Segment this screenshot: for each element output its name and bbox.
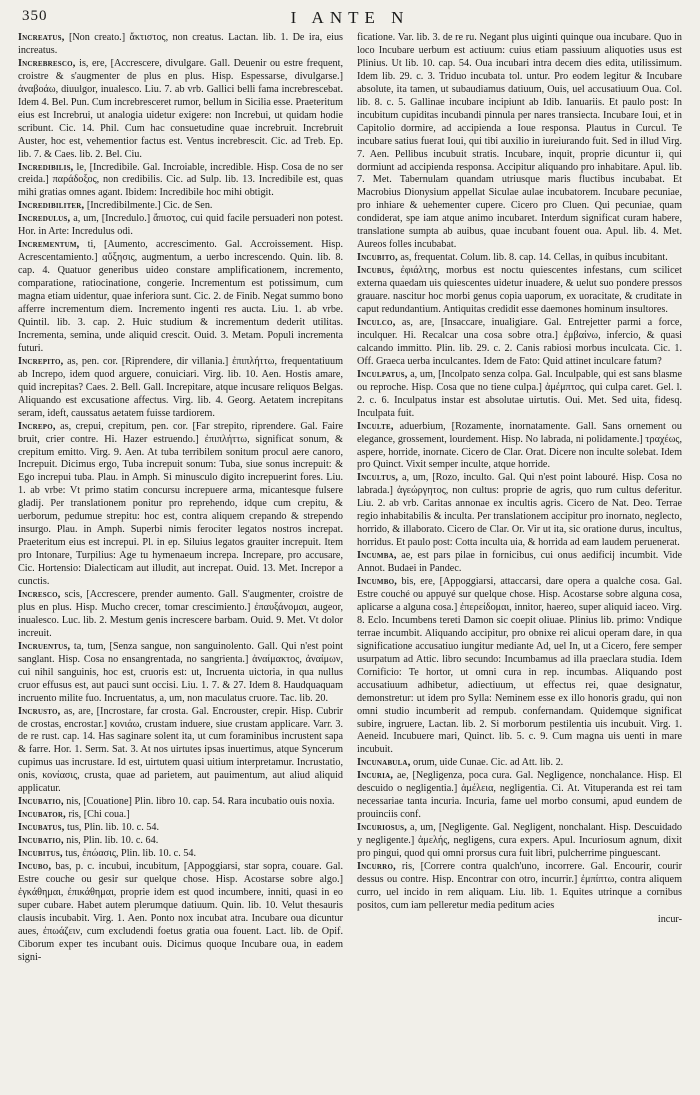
entry-text: as, are, [Insaccare, inualigiare. Gal. Entrejetter parmi a force, inculquer. Hi. Recalcar una cosa sobre otra.] ἐμβαίνω, infercio, & quasi calcando immitto. Plin. lib. 29. c. 2. Canis rabiosi morbus inculcata. Cic. 1. Off. Graeca uerba inculcantes. Idem de Fato: Quid attinet inculcare fatum? — [357, 316, 682, 367]
entry-text: ἐφιάλτης, morbus est noctu quiescentes infestans, cum scilicet externa quaedam uis quiescentes uidetur inuadere, & uelut suo pondere pressos grauare. nascitur hoc morbi genus copia uaporum, ex uoracitate, & cruditate in caput redundantium. Antiquitas credidit esse daemones hominum insultores. — [357, 265, 682, 316]
dictionary-entry — [357, 369, 682, 421]
entry-text: ae, est pars pilae in fornicibus, cui onus aedificij incumbit. Vide Annot. Budaei in Pandec. — [357, 550, 682, 575]
entry-headword: Incubatio, — [18, 796, 64, 808]
dictionary-entry — [18, 162, 343, 201]
entry-text: [Non creato.] ἄκτιστος, non creatus. Lactan. lib. 1. De ira, eius increatus. — [18, 32, 343, 56]
entry-text: tus, Plin. lib. 10. c. 54. — [67, 822, 160, 834]
entry-text: a, um, [Rozo, inculto. Gal. Qui n'est point labouré. Hisp. Cosa no labrada.] ἀγεώργητος, non cultus: proprie de agris, quo rum cultus deferitur. Liu. 2. ab vrb. Caritas annonae ex incultis agris. Cicero de Nat. Deo. Terrae regio inhabitabilis & inculta. Per translationem accipitur pro inornato, neglecto, horrido, & illaborato. Cicero de Clar. Or. Vir ut ita, sic oratione durus, incultus, horridus. Et paulo post: Cotta inculta uia, & horrida ad eam laudem peruenerat. — [357, 472, 682, 549]
dictionary-entry — [18, 200, 343, 213]
dictionary-entry — [357, 576, 682, 757]
entry-headword: Incrementum, — [18, 239, 80, 251]
entry-headword: Incubito, — [357, 252, 398, 264]
entry-text: orum, uide Cunae. Cic. ad Att. lib. 2. — [412, 757, 564, 769]
entry-headword: Inculte, — [357, 420, 394, 432]
dictionary-entry — [18, 58, 343, 162]
entry-text: a, um, [Incolpato senza colpa. Gal. Inculpable, qui est sans blasme ou reproche. Hisp. Cosa que no tiene culpa.] ἀμέμπτος, qui culpa caret. Gel. l. 2. c. 6. Inculpatus instar est absolutae uirtutis. Oui. Met. Sed uita, fidesq. Inculpata fuit. — [357, 368, 682, 419]
entry-headword: Incumba, — [357, 550, 397, 562]
entry-headword: Incuriosus, — [357, 822, 407, 834]
entry-text: tus, ἐπώασις, Plin. lib. 10. c. 54. — [65, 848, 197, 860]
entry-headword: Incresco, — [18, 588, 61, 600]
left-column — [18, 32, 343, 1087]
dictionary-entry — [18, 848, 343, 861]
page-number: 350 — [22, 8, 48, 24]
entry-text: ae, [Negligenza, poca cura. Gal. Negligence, nonchalance. Hisp. El descuido o negligentia.] ἀμέλεια, negligentia. Ci. At. Vituperanda est rei tam necessariae tanta incuria. Incuria, fame uel morbo consumi, apud eundem de prouinciis conf. — [357, 770, 682, 821]
entry-headword: Incubus, — [357, 265, 394, 277]
dictionary-entry — [18, 356, 343, 421]
entry-headword: Increpito, — [18, 355, 64, 367]
dictionary-entry — [18, 421, 343, 589]
dictionary-entry — [18, 706, 343, 797]
catchword: incur- — [657, 913, 682, 925]
entry-text: le, [Incredibile. Gal. Incroiable, incredible. Hisp. Cosa de no ser creida.] παράδοξος, non credibilis. Cic. ad Sulp. lib. 13. Incredibile est, quas mihi gratias omnes agant. Ibidem: Incredibile hoc mihi obtigit. — [18, 161, 343, 199]
entry-text: as, are, [Incrostare, far crosta. Gal. Encrouster, crepir. Hisp. Cubrir de crostas, encrostar.] κονιάω, crustam induere, siue crustam applicare. Varr. 3. de re rust. cap. 14. Has saginare solent ita, ut cum foraminibus incrustent sapa & farre. Hor. 1. Serm. Sat. 3. At nos uirtutes ipsas inuertimus, atque Syncerum cupimus uas incrustare. Id est, uirtutem quasi uitium interpretamur. Incrustatio, onis, κονίασις, crusta, quae ad parietem, aut pauimentum, aut aliud aliquid applicatur. — [18, 705, 343, 795]
entry-headword: Incredulus, — [18, 213, 71, 225]
entry-headword: Increatus, — [18, 32, 65, 43]
running-head — [22, 8, 678, 30]
entry-text: a, um, [Negligente. Gal. Negligent, nonchalant. Hisp. Descuidado y negligente.] ἀμελής, negligens, cura expers. Apul. Incuriosum agnum, dixit pro pingui, quod qui omni prorsus cura fuit libri, pulcherrime pinguescant. — [357, 822, 682, 860]
entry-headword: Incubatus, — [18, 822, 65, 834]
entry-text: ris, [Correre contra qualch'uno, incorrere. Gal. Encourir, courir dessus ou contre. Hisp. Encontrar con otro, incurrir.] ἐμπίπτω, contra aliquem curro, uel incido in rem aliquam. Liu. lib. 1. Equites utrinque a cornibus positos, cum iam pelleretur media peditum acies — [357, 861, 682, 911]
running-title: I ANTE N — [290, 8, 410, 27]
entry-headword: Incuria, — [357, 770, 394, 782]
entry-headword: Incurro, — [357, 861, 396, 872]
dictionary-entry — [18, 835, 343, 848]
entry-text: bas, p. c. incubui, incubitum, [Appoggiarsi, star sopra, couare. Gal. Estre couche ou gesir sur quelque chose. Hisp. Acostarse sobre algo.] ἐγκάθημαι, ἐπικάθημαι, proprie idem est quod incumbere, inniti, quasi in eo super cubare. Habet autem plerumque datiuum. Quin. lib. 10. Velut thesauris clausis incubabit. Virg. 1. Aen. Ponto nox incubat atra. Incubare oua dicuntur aues, ἐπωάζειν, cum excludendi foetus gratia oua fouent. Lact. lib. de Opif. Ciborum exper tes incubant ouis. Dicimus quoque Incubare oua, in eadem signi- — [18, 861, 343, 963]
dictionary-entry — [357, 317, 682, 369]
entry-headword: Incubator, — [18, 809, 66, 821]
dictionary-entry — [357, 252, 682, 265]
entry-text: nis, Plin. lib. 10. c. 64. — [66, 835, 159, 847]
entry-headword: Incubo, — [18, 861, 52, 872]
entry-text: aduerbium, [Rozamente, inornatamente. Gall. Sans ornement ou elegance, grossement, lourdement. Hisp. No labrada, ni polidamente.] τραχέως, aspere, horride, inornate. Cicero de Clar. Orat. Dicere non inculte solebat. Idem pro Quinct. Vixit semper inculte, atque horride. — [357, 420, 682, 471]
dictionary-entry — [18, 589, 343, 641]
dictionary-entry — [357, 822, 682, 861]
entry-headword: Increpo, — [18, 420, 56, 432]
dictionary-entry — [357, 265, 682, 317]
entry-headword: Incrusto, — [18, 705, 61, 717]
dictionary-entry — [357, 421, 682, 473]
dictionary-entry — [18, 822, 343, 835]
entry-text: as, pen. cor. [Riprendere, dir villania.] ἐπιπλήττω, frequentatiuum ab Increpo, idem quod arguere, conuiciari. Virg. lib. 10. Aen. Hostis amare, quid increpitas? Caes. 2. Bell. Gall. Increpitare, atque incusare reliquos Belgas. Aliquando est excusatione affectus. Virg. lib. 4. Georg. Aetatem increpitans seram, ideft, caussatus aetatem fuisse tardiorem. — [18, 355, 343, 419]
dictionary-entry — [18, 32, 343, 58]
entry-text: bis, ere, [Appoggiarsi, attaccarsi, dare opera a qualche cosa. Gal. Estre couché ou appuyé sur quelque chose. Hisp. Acostarse sobre alguna cosa, aplicarse a alguna cosa.] ἐπερείδομαι, innitor, haereo, super aliquid iaceo. Virg. 8. Eclo. Incumbens tereti Damon sic coepit oliuae. Plinius lib. primo: Vndique terrae incumbit. Aliquando accipitur, pro obnixe rei alicui operam dare, in qua significatione accusatiuo iungitur mediante Ad, uel In, ut a Cicero, fere semper usurpatum ad Attic. libro secundo: Incumbamus ad illa praeclara studia. Idem Cornificio: Te hortor, ut omni cura in rep. incumbas. Aliquando post accusatiuum adhibetur, adiectiuum, ut effectus rei, quae designatur, demonstretur: ut idem pro Sylla: Neminem esse ex illo honoris gradu, qui non omni studio incumberit ad rempub. confernandam. Quidemque significat subire, ingruere, Lactan. lib. 2. Si morborum pestilentia uis incubuit. Virg. 1. Aeneid. Incubuere mari, Quinct. lib. 5. c. 9. Cum magna uis uenti in mare incubuit. — [357, 576, 682, 756]
entry-text: [Incredibilmente.] Cic. de Sen. — [86, 200, 213, 212]
dictionary-entry — [357, 757, 682, 770]
entry-headword: Incredibiliter, — [18, 200, 85, 212]
entry-text: ti, [Aumento, accrescimento. Gal. Accroissement. Hisp. Acrescentamiento.] αὔξησις, augmentum, a uerbo increscendo. Quin. lib. 8. cap. 4. Quatuor generibus uideo constare amplificationem, incremento, comparatione, ratiocinatione, congerie. Incrementum est potissimum, cum magna etiam uidentur, quae inferiora sunt. Cic. 2. de Finib. Negat summo bono afferre incrementum diem. Incremento ingenti res aucta. Liu. 1. ab vrbe. Quintil. lib. 3. cap. 2. Huic studium & incrementum dederit utilitas. Incrementa, semina, unde aliquid crescit. Ouid. 3. Metam. Populi incrementa futuri. — [18, 239, 343, 354]
dictionary-entry — [18, 861, 343, 965]
text-columns — [18, 32, 682, 1087]
entry-text: is, ere, [Accrescere, divulgare. Gall. Deuenir ou estre frequent, croistre & s'augmenter de plus en plus. Hisp. Espessarse, divulgarse.] ἀναβοάω, diuulgor, inualesco. Liu. 7. ab vrb. Gallici belli fama increbrescebat. Idem 4. Bel. Pun. Cum increbresceret rumor, bellum in Sicilia esse. Praeteritum eius est Increbrui, ut analogia uidetur exigere: non Increbui, ut quidam hodie scribunt. Cic. 14. Phil. Cum hac consuetudine quae increbruit. Increbruit Auster, hoc est, vehementior factus est. Ventus increbrescit. Cic. ad Treb. Ep. lib. 7. & Caes. lib. 2. Bel. Ciu. — [18, 57, 343, 160]
entry-headword: Increbresco, — [18, 57, 76, 69]
entry-headword: Incultus, — [357, 472, 399, 484]
entry-text: a, um, [Incredulo.] ἄπιστος, cui quid facile persuaderi non potest. Hor. in Arte: Incredulus odi. — [18, 213, 343, 238]
entry-text: ta, tum, [Senza sangue, non sanguinolento. Gall. Qui n'est point sanglant. Hisp. Cosa no ensangrentada, no sangrienta.] ἀναίμακτος, ἀναίμων, cui nihil sanguinis, hoc est, cruoris est: ut, Incruenta uictoria, in qua nullus cruor effusus est, aut pauci sunt occisi. Liu. 1. 7. & 27. Idem 8. Haudquaquam incruento milite fuo. Incruentatus, a, um, non maculatus cruore. Tac. lib. 20. — [18, 640, 343, 704]
entry-text: nis, [Couatione] Plin. libro 10. cap. 54. Rara incubatio ouis noxia. — [66, 796, 335, 808]
dictionary-entry — [18, 213, 343, 239]
dictionary-entry — [18, 796, 343, 809]
entry-headword: Incunabula, — [357, 757, 411, 769]
entry-text: ficatione. Var. lib. 3. de re ru. Negant plus uiginti quinque oua incubare. Quo in loco Incubare uerbum est actiuum: cuius etiam passiuum aliquoties usus est Plinius. Ut lib. 10. cap. 54. Oua incubari intra decem dies edita, utilissimum. Idem lib. 29. c. 3. Triduo incubata tol. untur. Pro eodem legitur & Incubare absolute, ita tamen, ut subaudiamus datiuum, Ouis, uel accusatiuum Oua. Col. lib. 8. c. 5. Gallinae incubare incipiunt ab Idib. Ianuariis. Et paulo post: In incubitum cupiditas incubandi pinnula per nares transiecta. Incubare Ioui, et in Capitolio dormire, ad accipienda a Ioue responsa. Plautus in Curcul. Te incubare satius fuerat Ioui, qui tibi auxilio in iureiurando fuit. Sed in illud Virg. 7. Aen. Pellibus incubuit stratis. Incubare, inquit, proprie dicuntur ii, qui dormiunt ad accipienda responsa. Accipitur aliquando pro inhabitare. Apul. lib. 7. Met. Tabernulam quandam utriusque maris fluctibus incubabat. Et Macrobius Dionysium appellat Siculae aulae incubatorem. Incubare pecuniae, pro inhiare & uehementer cupere. Cicero pro Cluen. Qui pecuniae, quam condiderat, spe iam atque animo incubaret. Interdum significat curam habere, translatione sumpta ab auibus, quae incubant fouent oua. Apul. lib. 4. Met. Aureos folles incubabat. — [357, 32, 682, 251]
entry-text: scis, [Accrescere, prender aumento. Gall. S'augmenter, croistre de plus en plus. Hisp. Mucho crecer, tomar crescimiento.] ἐπαυξάνομαι, augeor, inualesco. Luc. lib. 2. Mestum genis increscere barbam. Ouid. 9. Met. Vt dolor increuit. — [18, 588, 343, 639]
entry-headword: Incubatio, — [18, 835, 64, 847]
dictionary-entry — [18, 809, 343, 822]
entry-headword: Incruentus, — [18, 640, 71, 652]
entry-text: ris, [Chi coua.] — [68, 809, 130, 821]
entry-text: as, frequentat. Colum. lib. 8. cap. 14. Cellas, in quibus incubitant. — [400, 252, 668, 264]
dictionary-entry — [357, 550, 682, 576]
entry-headword: Inculpatus, — [357, 368, 408, 380]
dictionary-entry — [357, 472, 682, 550]
entry-headword: Inculco, — [357, 316, 396, 328]
dictionary-entry — [18, 239, 343, 356]
entry-headword: Incredibilis, — [18, 161, 74, 173]
dictionary-entry — [357, 770, 682, 822]
entry-headword: Incubitus, — [18, 848, 63, 860]
dictionary-entry — [357, 32, 682, 252]
dictionary-entry — [357, 861, 682, 913]
right-column — [357, 32, 682, 1087]
entry-text: as, crepui, crepitum, pen. cor. [Far strepito, riprendere. Gal. Faire bruit, crier contre. Hi. Hazer estruendo.] ἐπιπλήττω, significat sonum, & crepitum emitto. Virg. 9. Aen. At tuba terribilem sonitum procul aere canoro, Increpuit. Dicimus ergo, Tuba increpuit sonum: Tuba, siue sonus increpuit: & Ego increpui tuba. Plau. in Amph. Si minusculo digito increpuerint fores. Liu. 1. ab vrbe: Vt primo statim concursu increpuere arma, micantesque fulsere gladij. Per translationem ponitur pro reprehendo, idque cum crepitu, & uerborum, pedumue strepitu: hoc est, contra aliquem crepando & strependo insurgo. Plau. in Amph. Superbi nimis ferociter legatos nostros increpat. Praeteritum eius est increpui. Pl. in ep. Siluius legatos grauiter increpuit. Item pro Intonare, Turpilius: Age tu hymenaeum increpa. Increpare, pro accusare, Cic. Hortensio: Dialecticam aut illudit, aut increpat. Ouid. 13. Met. Increpor a cunctis. — [18, 420, 343, 588]
dictionary-entry — [18, 641, 343, 706]
entry-headword: Incumbo, — [357, 576, 397, 588]
